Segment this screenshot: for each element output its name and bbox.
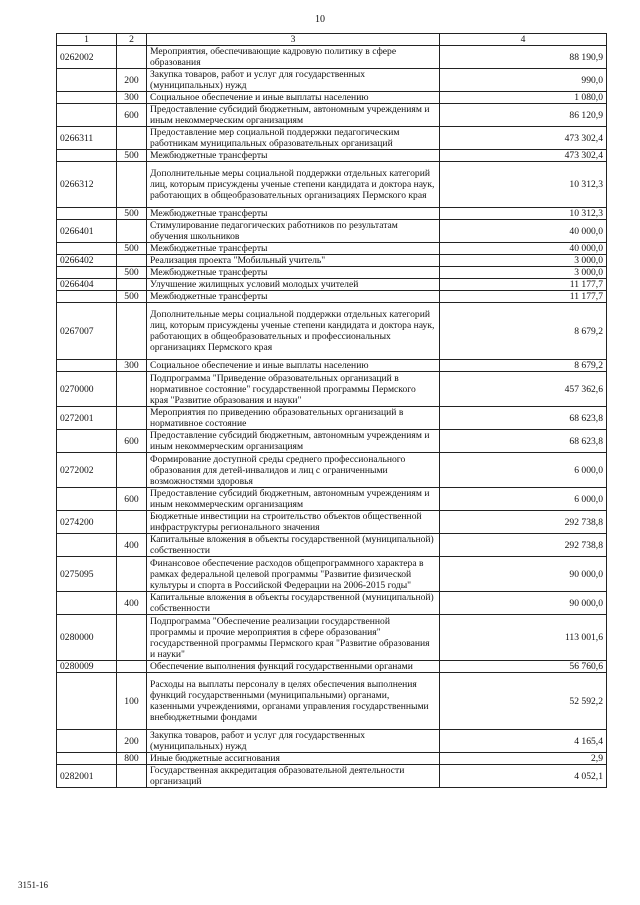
row-name: Капитальные вложения в объекты государственной (муниципальной) собственности [147,592,440,615]
row-name: Предоставление субсидий бюджетным, автономным учреждениям и иным некоммерческим организациям [147,430,440,453]
table-row [57,104,607,127]
table-row [57,372,607,407]
table-row [57,615,607,661]
row-type [117,407,147,430]
row-name: Бюджетные инвестиции на строительство объектов общественной инфраструктуры регионального значения [147,511,440,534]
row-type: 200 [117,730,147,753]
row-type: 600 [117,104,147,127]
row-amount: 292 738,8 [440,511,607,534]
row-type [117,511,147,534]
table-row [57,511,607,534]
row-amount: 3 000,0 [440,255,607,267]
row-code [57,291,117,303]
row-amount: 113 001,6 [440,615,607,661]
table-row [57,69,607,92]
row-type: 600 [117,430,147,453]
row-type [117,453,147,488]
table-row [57,661,607,673]
table-row [57,730,607,753]
row-name: Реализация проекта "Мобильный учитель" [147,255,440,267]
table-row [57,127,607,150]
row-type: 200 [117,69,147,92]
row-amount: 10 312,3 [440,208,607,220]
row-amount: 4 165,4 [440,730,607,753]
row-code: 0272001 [57,407,117,430]
row-name: Дополнительные меры социальной поддержки отдельных категорий лиц, которым присуждены ученые степени кандидата и доктора наук, работающих в общеобразовательных организациях Пермского края [147,162,440,208]
page-number: 10 [315,14,325,25]
table-row [57,220,607,243]
row-type [117,255,147,267]
table-row [57,303,607,360]
row-code [57,104,117,127]
row-amount: 68 623,8 [440,407,607,430]
row-code [57,673,117,730]
row-code [57,592,117,615]
row-amount: 86 120,9 [440,104,607,127]
table-row [57,430,607,453]
row-code [57,243,117,255]
row-code: 0266312 [57,162,117,208]
row-type: 500 [117,267,147,279]
row-amount: 6 000,0 [440,453,607,488]
table-row [57,488,607,511]
row-name: Межбюджетные трансферты [147,291,440,303]
row-amount: 990,0 [440,69,607,92]
table-row [57,92,607,104]
row-code: 0266311 [57,127,117,150]
column-header-type: 2 [117,34,147,46]
row-type: 600 [117,488,147,511]
row-amount: 56 760,6 [440,661,607,673]
row-amount: 1 080,0 [440,92,607,104]
row-type [117,372,147,407]
table-row [57,534,607,557]
row-code: 0266401 [57,220,117,243]
row-name: Финансовое обеспечение расходов общепрограммного характера в рамках федеральной целевой программы "Развитие физической культуры и спорта в Российской Федерации на 2006-2015 годы" [147,557,440,592]
row-amount: 473 302,4 [440,150,607,162]
row-amount: 90 000,0 [440,557,607,592]
table-row [57,255,607,267]
row-name: Расходы на выплаты персоналу в целях обеспечения выполнения функций государственными (муниципальными) органами, казенными учреждениями, органами управления государственными внебюджетными фондами [147,673,440,730]
table-row [57,208,607,220]
row-type [117,279,147,291]
table-row [57,360,607,372]
row-name: Формирование доступной среды среднего профессионального образования для детей-инвалидов и лиц с ограниченными возможностями здоровья [147,453,440,488]
row-name: Межбюджетные трансферты [147,243,440,255]
table-row [57,407,607,430]
row-amount: 40 000,0 [440,220,607,243]
row-name: Мероприятия по приведению образовательных организаций в нормативное состояние [147,407,440,430]
row-code: 0280000 [57,615,117,661]
row-amount: 52 592,2 [440,673,607,730]
row-type [117,162,147,208]
row-name: Предоставление субсидий бюджетным, автономным учреждениям и иным некоммерческим организациям [147,488,440,511]
row-code: 0267007 [57,303,117,360]
row-name: Межбюджетные трансферты [147,150,440,162]
table-body [57,46,607,788]
row-amount: 3 000,0 [440,267,607,279]
table-row [57,279,607,291]
row-type [117,557,147,592]
table-row [57,267,607,279]
row-code: 0270000 [57,372,117,407]
row-name: Предоставление субсидий бюджетным, автономным учреждениям и иным некоммерческим организациям [147,104,440,127]
table-row [57,162,607,208]
row-code: 0272002 [57,453,117,488]
table-row [57,673,607,730]
row-type: 500 [117,150,147,162]
row-name: Межбюджетные трансферты [147,267,440,279]
row-code [57,730,117,753]
row-type: 300 [117,360,147,372]
row-amount: 457 362,6 [440,372,607,407]
row-amount: 8 679,2 [440,303,607,360]
row-amount: 292 738,8 [440,534,607,557]
row-name: Улучшение жилищных условий молодых учителей [147,279,440,291]
row-name: Стимулирование педагогических работников по результатам обучения школьников [147,220,440,243]
budget-table [56,33,607,788]
table-row [57,291,607,303]
row-type [117,127,147,150]
row-type: 800 [117,753,147,765]
row-code [57,360,117,372]
table-row [57,592,607,615]
row-type [117,220,147,243]
row-name: Дополнительные меры социальной поддержки отдельных категорий лиц, которым присуждены ученые степени кандидата и доктора наук, работающих в общеобразовательных и профессиональных организациях Пермского края [147,303,440,360]
row-code: 0274200 [57,511,117,534]
row-name: Подпрограмма "Приведение образовательных организаций в нормативное состояние" государственной программы Пермского края "Развитие образования и науки" [147,372,440,407]
row-type [117,661,147,673]
row-name: Закупка товаров, работ и услуг для государственных (муниципальных) нужд [147,69,440,92]
row-amount: 88 190,9 [440,46,607,69]
row-code [57,150,117,162]
row-amount: 473 302,4 [440,127,607,150]
row-code [57,534,117,557]
row-type [117,46,147,69]
row-type [117,615,147,661]
row-name: Предоставление мер социальной поддержки педагогическим работникам муниципальных образовательных организаций [147,127,440,150]
column-header-amount: 4 [440,34,607,46]
row-name: Государственная аккредитация образовательной деятельности организаций [147,765,440,788]
table-row [57,46,607,69]
row-code [57,753,117,765]
row-name: Мероприятия, обеспечивающие кадровую политику в сфере образования [147,46,440,69]
column-header-name: 3 [147,34,440,46]
table-row [57,557,607,592]
row-amount: 40 000,0 [440,243,607,255]
row-name: Межбюджетные трансферты [147,208,440,220]
row-type: 400 [117,592,147,615]
row-code [57,267,117,279]
row-amount: 11 177,7 [440,291,607,303]
row-code: 0266404 [57,279,117,291]
row-name: Капитальные вложения в объекты государственной (муниципальной) собственности [147,534,440,557]
row-name: Подпрограмма "Обеспечение реализации государственной программы и прочие мероприятия в сфере образования" государственной программы Пермского края "Развитие образования и науки" [147,615,440,661]
row-code [57,488,117,511]
row-code: 0282001 [57,765,117,788]
row-name: Социальное обеспечение и иные выплаты населению [147,92,440,104]
table-row [57,753,607,765]
row-code: 0262002 [57,46,117,69]
row-code [57,69,117,92]
footer-code: 3151-16 [18,880,48,890]
row-type: 500 [117,243,147,255]
row-amount: 4 052,1 [440,765,607,788]
row-code: 0280009 [57,661,117,673]
table-row [57,453,607,488]
row-name: Закупка товаров, работ и услуг для государственных (муниципальных) нужд [147,730,440,753]
table-header-row [57,34,607,46]
row-type: 500 [117,208,147,220]
row-type [117,765,147,788]
row-amount: 10 312,3 [440,162,607,208]
row-type [117,303,147,360]
row-amount: 2,9 [440,753,607,765]
row-code [57,430,117,453]
column-header-code: 1 [57,34,117,46]
row-amount: 68 623,8 [440,430,607,453]
row-name: Социальное обеспечение и иные выплаты населению [147,360,440,372]
row-type: 300 [117,92,147,104]
row-name: Иные бюджетные ассигнования [147,753,440,765]
table-row [57,765,607,788]
row-code: 0275095 [57,557,117,592]
row-amount: 6 000,0 [440,488,607,511]
row-code: 0266402 [57,255,117,267]
row-code [57,208,117,220]
row-name: Обеспечение выполнения функций государственными органами [147,661,440,673]
row-amount: 8 679,2 [440,360,607,372]
row-type: 400 [117,534,147,557]
row-amount: 11 177,7 [440,279,607,291]
table-row [57,243,607,255]
row-type: 500 [117,291,147,303]
row-code [57,92,117,104]
row-type: 100 [117,673,147,730]
table-row [57,150,607,162]
row-amount: 90 000,0 [440,592,607,615]
